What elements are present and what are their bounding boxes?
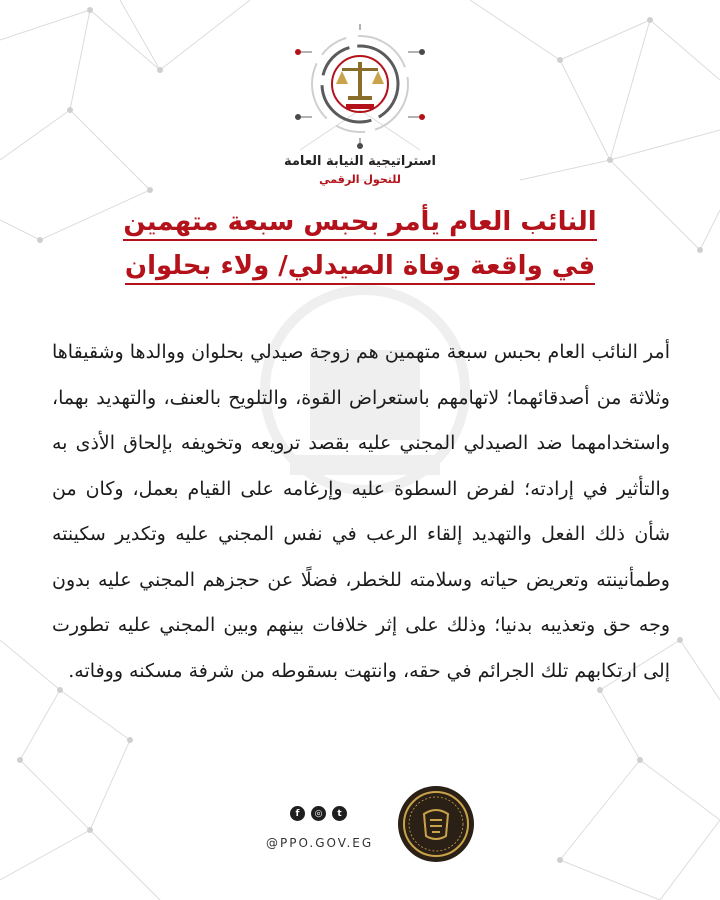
seal-emblem-icon [396,784,476,864]
brand-tagline: للتحول الرقمي [319,173,401,186]
headline-line-1 [60,200,660,244]
headline-line-2 [60,244,660,288]
headline-line-2-text: في واقعة وفاة الصيدلي/ ولاء بحلوان [125,251,595,285]
article-body: أمر النائب العام بحبس سبعة متهمين هم زوجة صيدلي بحلوان ووالدها وشقيقاها وثلاثة من أصدقائهما؛ لاتهامهم باستعراض القوة، والتلويح بالعنف، والتهديد بهما، واستخدامهما ضد الصيدلي المجني عليه بقصد ترويعه وتخويفه بإلحاق الأذى به والتأثير في إرادته؛ لفرض السطوة عليه وإرغامه على القيام بعمل، وكان من شأن ذلك الفعل والتهديد إلقاء الرعب في نفس المجني عليه وتكدير سكينته وطمأنينته وتعريض حياته وسلامته للخطر، فضلًا عن حجزهم المجني عليه بدون وجه حق وتعذيبه بدنيا؛ وذلك على إثر خلافات بينهم وبين المجني عليه تطورت إلى ارتكابهم تلك الجرائم في حقه، وانتهت بسقوطه من شرفة مسكنه ووفاته. [52,341,670,682]
twitter-icon[interactable]: t [332,806,347,821]
headline [60,200,660,288]
brand-name: استراتيجية النيابة العامة [284,154,436,169]
brand-header [0,22,720,186]
facebook-icon[interactable]: f [290,806,305,821]
justice-scale-logo-icon [290,22,430,152]
instagram-icon[interactable]: ◎ [311,806,326,821]
footer [0,770,720,880]
website-handle[interactable]: @PPO.GOV.EG [266,836,374,850]
headline-line-1-text: النائب العام يأمر بحبس سبعة متهمين [123,207,596,241]
social-icons [290,806,347,821]
